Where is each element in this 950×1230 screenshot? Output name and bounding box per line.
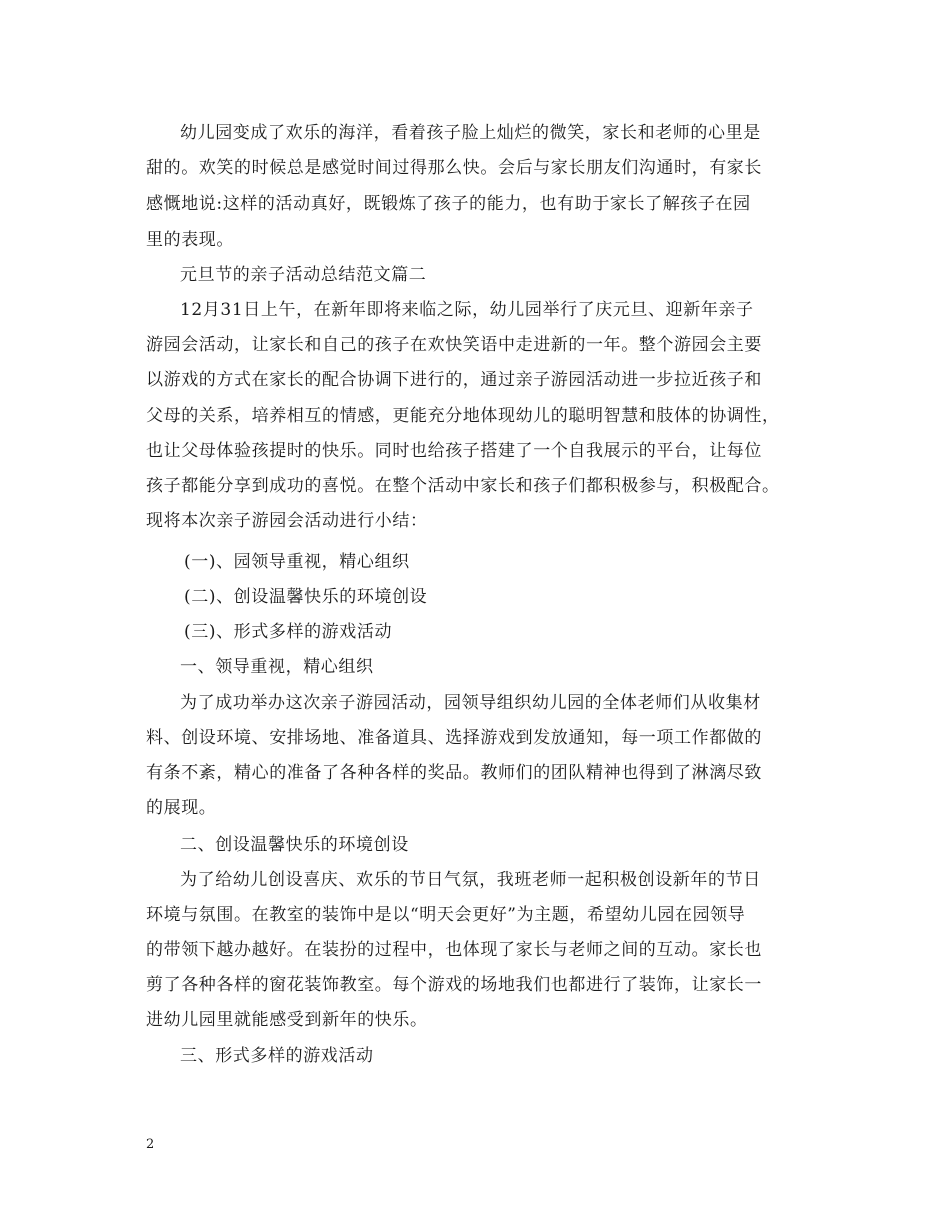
body-text-line: 游园会活动，让家长和自己的孩子在欢快笑语中走进新的一年。整个游园会主要: [146, 335, 762, 355]
subsection-heading: 二、创设温馨快乐的环境创设: [180, 835, 409, 855]
body-text-line: 剪了各种各样的窗花装饰教室。每个游戏的场地我们也都进行了装饰，让家长一: [146, 975, 762, 995]
body-text-line: 环境与氛围。在教室的装饰中是以“明天会更好”为主题，希望幼儿园在园领导: [146, 905, 746, 925]
body-text-line: 幼儿园变成了欢乐的海洋，看着孩子脸上灿烂的微笑，家长和老师的心里是: [180, 123, 761, 143]
outline-item: (一)、园领导重视，精心组织: [184, 552, 410, 572]
subsection-heading: 一、领导重视，精心组织: [180, 657, 374, 677]
outline-item: (三)、形式多样的游戏活动: [184, 622, 393, 642]
body-text-line: 以游戏的方式在家长的配合协调下进行的，通过亲子游园活动进一步拉近孩子和: [146, 370, 762, 390]
body-text-line: 也让父母体验孩提时的快乐。同时也给孩子搭建了一个自我展示的平台，让每位: [146, 441, 762, 461]
section-title: 元旦节的亲子活动总结范文篇二: [180, 265, 427, 285]
subsection-heading: 三、形式多样的游戏活动: [180, 1046, 374, 1066]
body-text-line: 进幼儿园里就能感受到新年的快乐。: [146, 1010, 428, 1030]
body-text-line: 孩子都能分享到成功的喜悦。在整个活动中家长和孩子们都积极参与，积极配合。: [146, 476, 780, 496]
body-text-line: 父母的关系，培养相互的情感，更能充分地体现幼儿的聪明智慧和肢体的协调性，: [146, 406, 780, 426]
body-text-line: 甜的。欢笑的时候总是感觉时间过得那么快。会后与家长朋友们沟通时，有家长: [146, 158, 762, 178]
page-number: 2: [146, 1137, 155, 1152]
body-text-line: 料、创设环境、安排场地、准备道具、选择游戏到发放通知，每一项工作都做的: [146, 728, 762, 748]
body-text-line: 为了成功举办这次亲子游园活动，园领导组织幼儿园的全体老师们从收集材: [180, 693, 761, 713]
body-text-line: 有条不紊，精心的准备了各种各样的奖品。教师们的团队精神也得到了淋漓尽致: [146, 763, 762, 783]
body-text-line: 的展现。: [146, 798, 217, 818]
body-text-line: 的带领下越办越好。在装扮的过程中，也体现了家长与老师之间的互动。家长也: [146, 940, 762, 960]
body-text-line: 现将本次亲子游园会活动进行小结：: [146, 511, 428, 531]
body-text-line: 12月31日上午，在新年即将来临之际，幼儿园举行了庆元旦、迎新年亲子: [180, 300, 754, 320]
body-text-line: 感慨地说:这样的活动真好，既锻炼了孩子的能力，也有助于家长了解孩子在园: [146, 194, 751, 214]
body-text-line: 为了给幼儿创设喜庆、欢乐的节日气氛，我班老师一起积极创设新年的节日: [180, 870, 761, 890]
outline-item: (二)、创设温馨快乐的环境创设: [184, 587, 428, 607]
body-text-line: 里的表现。: [146, 230, 234, 250]
